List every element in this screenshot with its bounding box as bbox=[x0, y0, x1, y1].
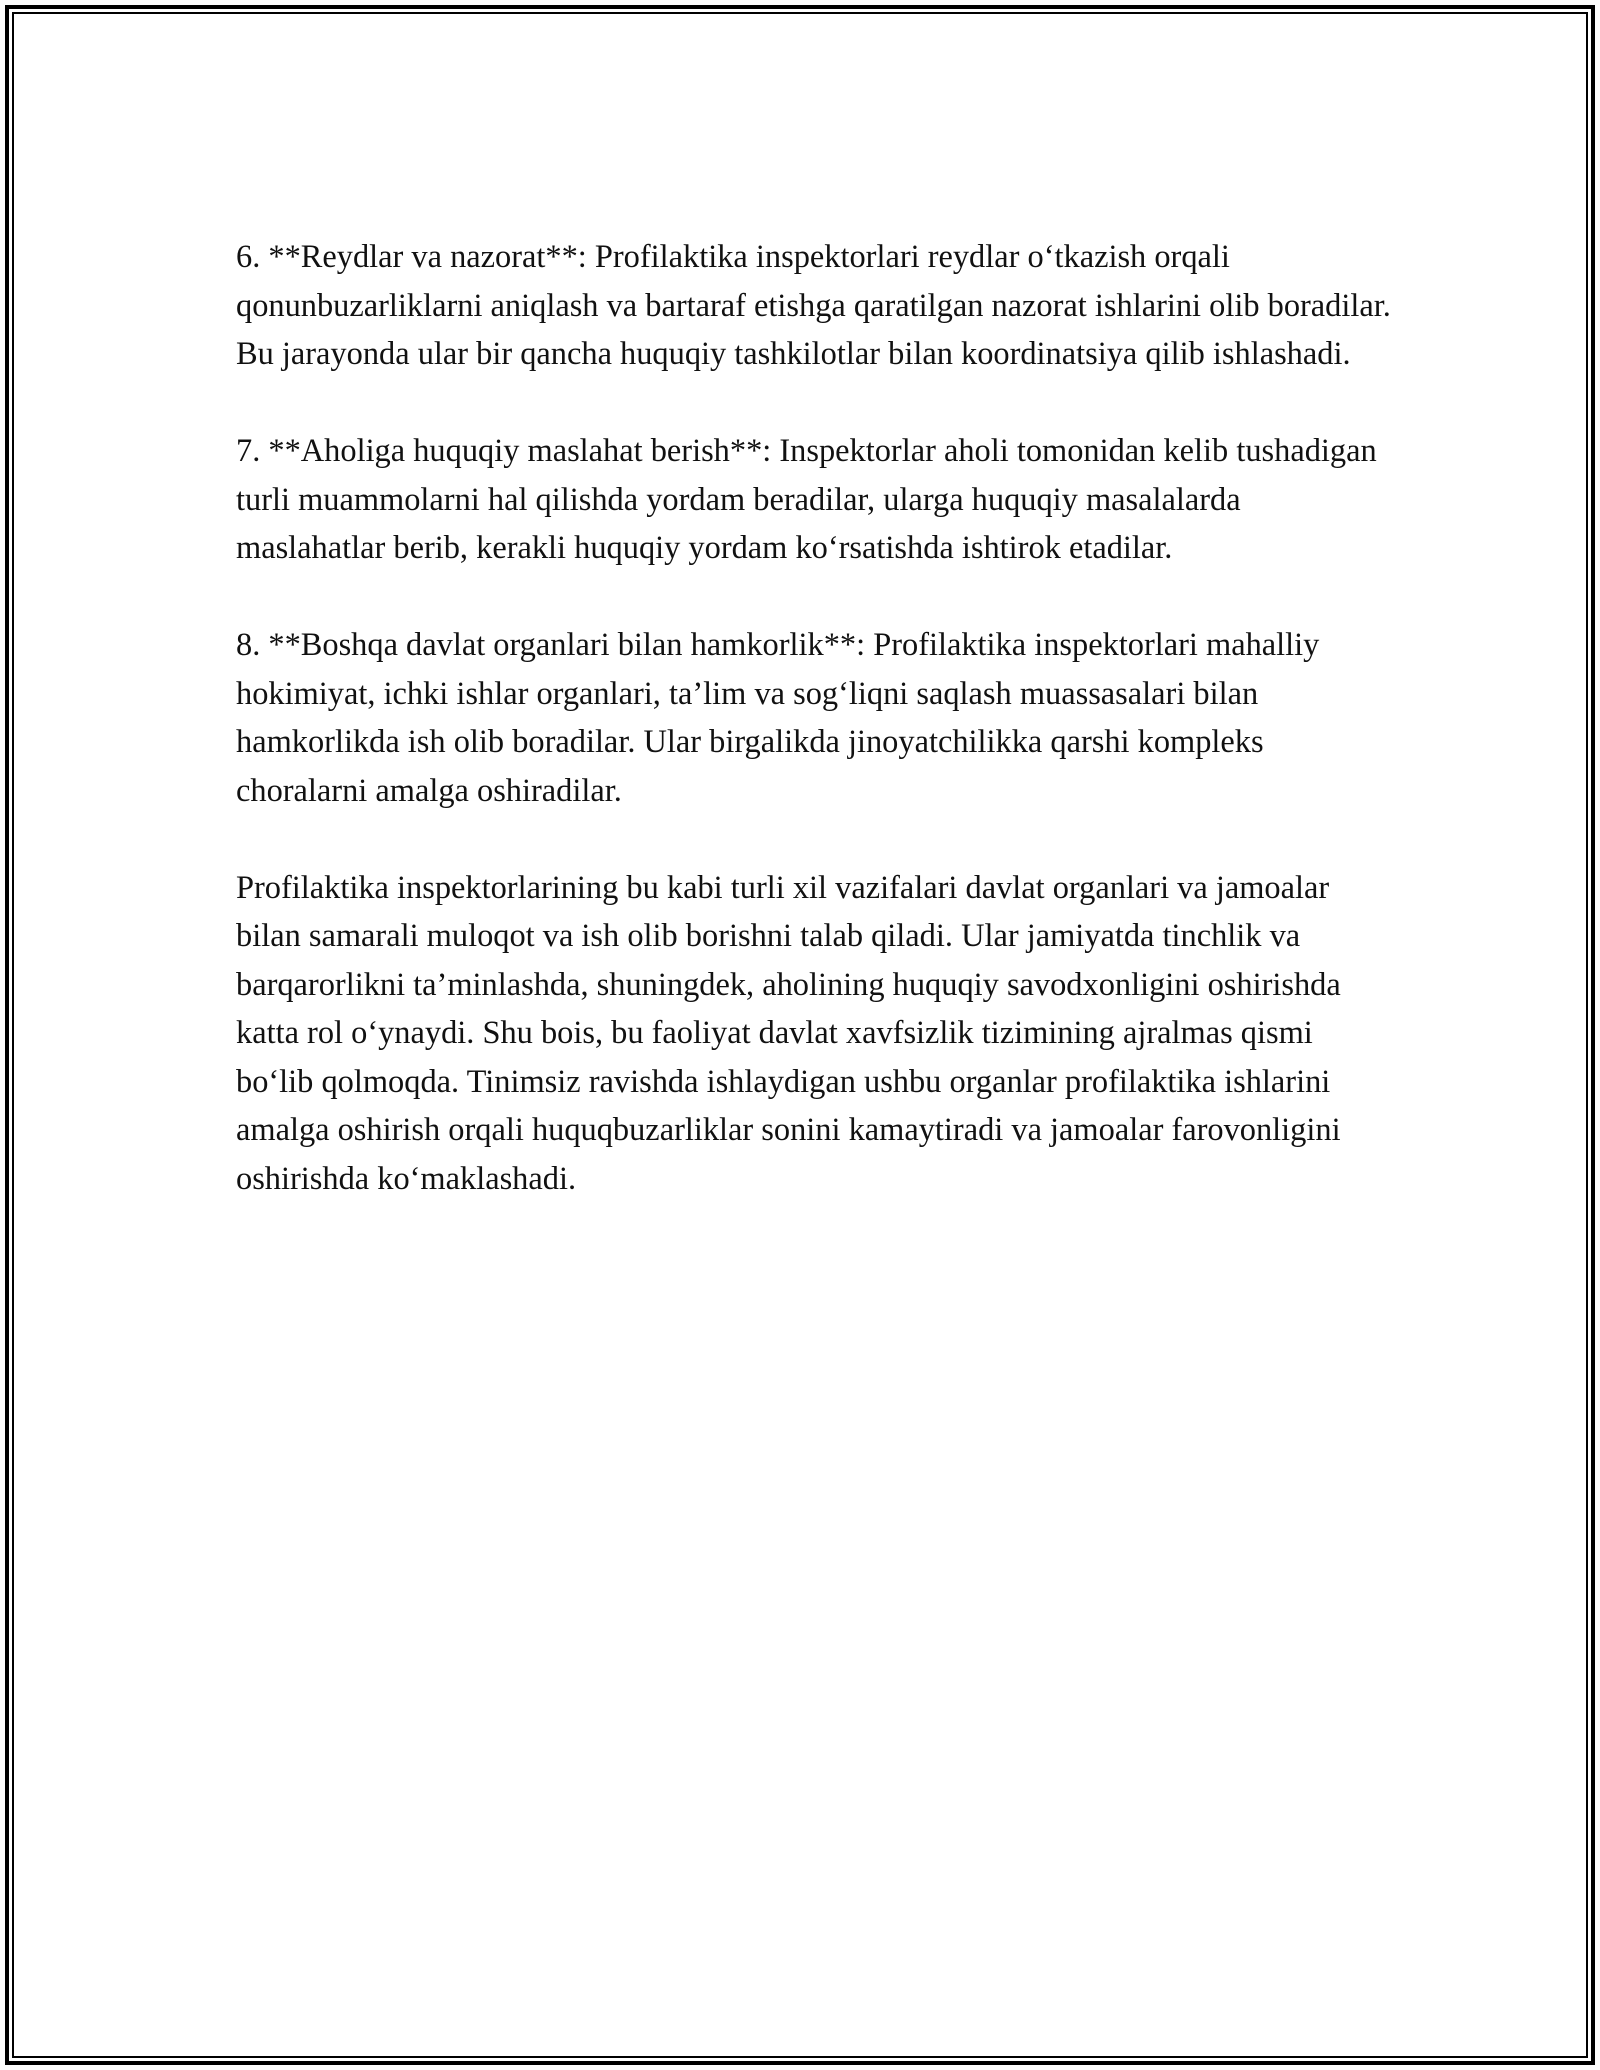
document-body bbox=[236, 233, 1396, 1252]
paragraph-item-7: 7. **Aholiga huquqiy maslahat berish**: Inspektorlar aholi tomonidan kelib tushadigan turli muammolarni hal qilishda yordam beradilar, ularga huquqiy masalalarda maslahatlar berib, kerakli huquqiy yordam ko‘rsatishda ishtirok etadilar. bbox=[236, 433, 1377, 566]
paragraph-conclusion: Profilaktika inspektorlarining bu kabi turli xil vazifalari davlat organlari va jamoalar bilan samarali muloqot va ish olib borishni talab qiladi. Ular jamiyatda tinchlik va barqarorlikni ta’minlashda, shuningdek, aholining huquqiy savodxonligini oshirishda katta rol o‘ynaydi. Shu bois, bu faoliyat davlat xavfsizlik tizimining ajralmas qismi bo‘lib qolmoqda. Tinimsiz ravishda ishlaydigan ushbu organlar profilaktika ishlarini amalga oshirish orqali huquqbuzarliklar sonini kamaytiradi va jamoalar farovonligini oshirishda ko‘maklashadi. bbox=[236, 869, 1341, 1197]
paragraph-item-6: 6. **Reydlar va nazorat**: Profilaktika inspektorlari reydlar o‘tkazish orqali qonunbuzarliklarni aniqlash va bartaraf etishga qaratilgan nazorat ishlarini olib boradilar. Bu jarayonda ular bir qancha huquqiy tashkilotlar bilan koordinatsiya qilib ishlashadi. bbox=[236, 239, 1391, 372]
paragraph-item-8: 8. **Boshqa davlat organlari bilan hamkorlik**: Profilaktika inspektorlari mahalliy hokimiyat, ichki ishlar organlari, ta’lim va sog‘liqni saqlash muassasalari bilan hamkorlikda ish olib boradilar. Ular birgalikda jinoyatchilikka qarshi kompleks choralarni amalga oshiradilar. bbox=[236, 627, 1320, 809]
